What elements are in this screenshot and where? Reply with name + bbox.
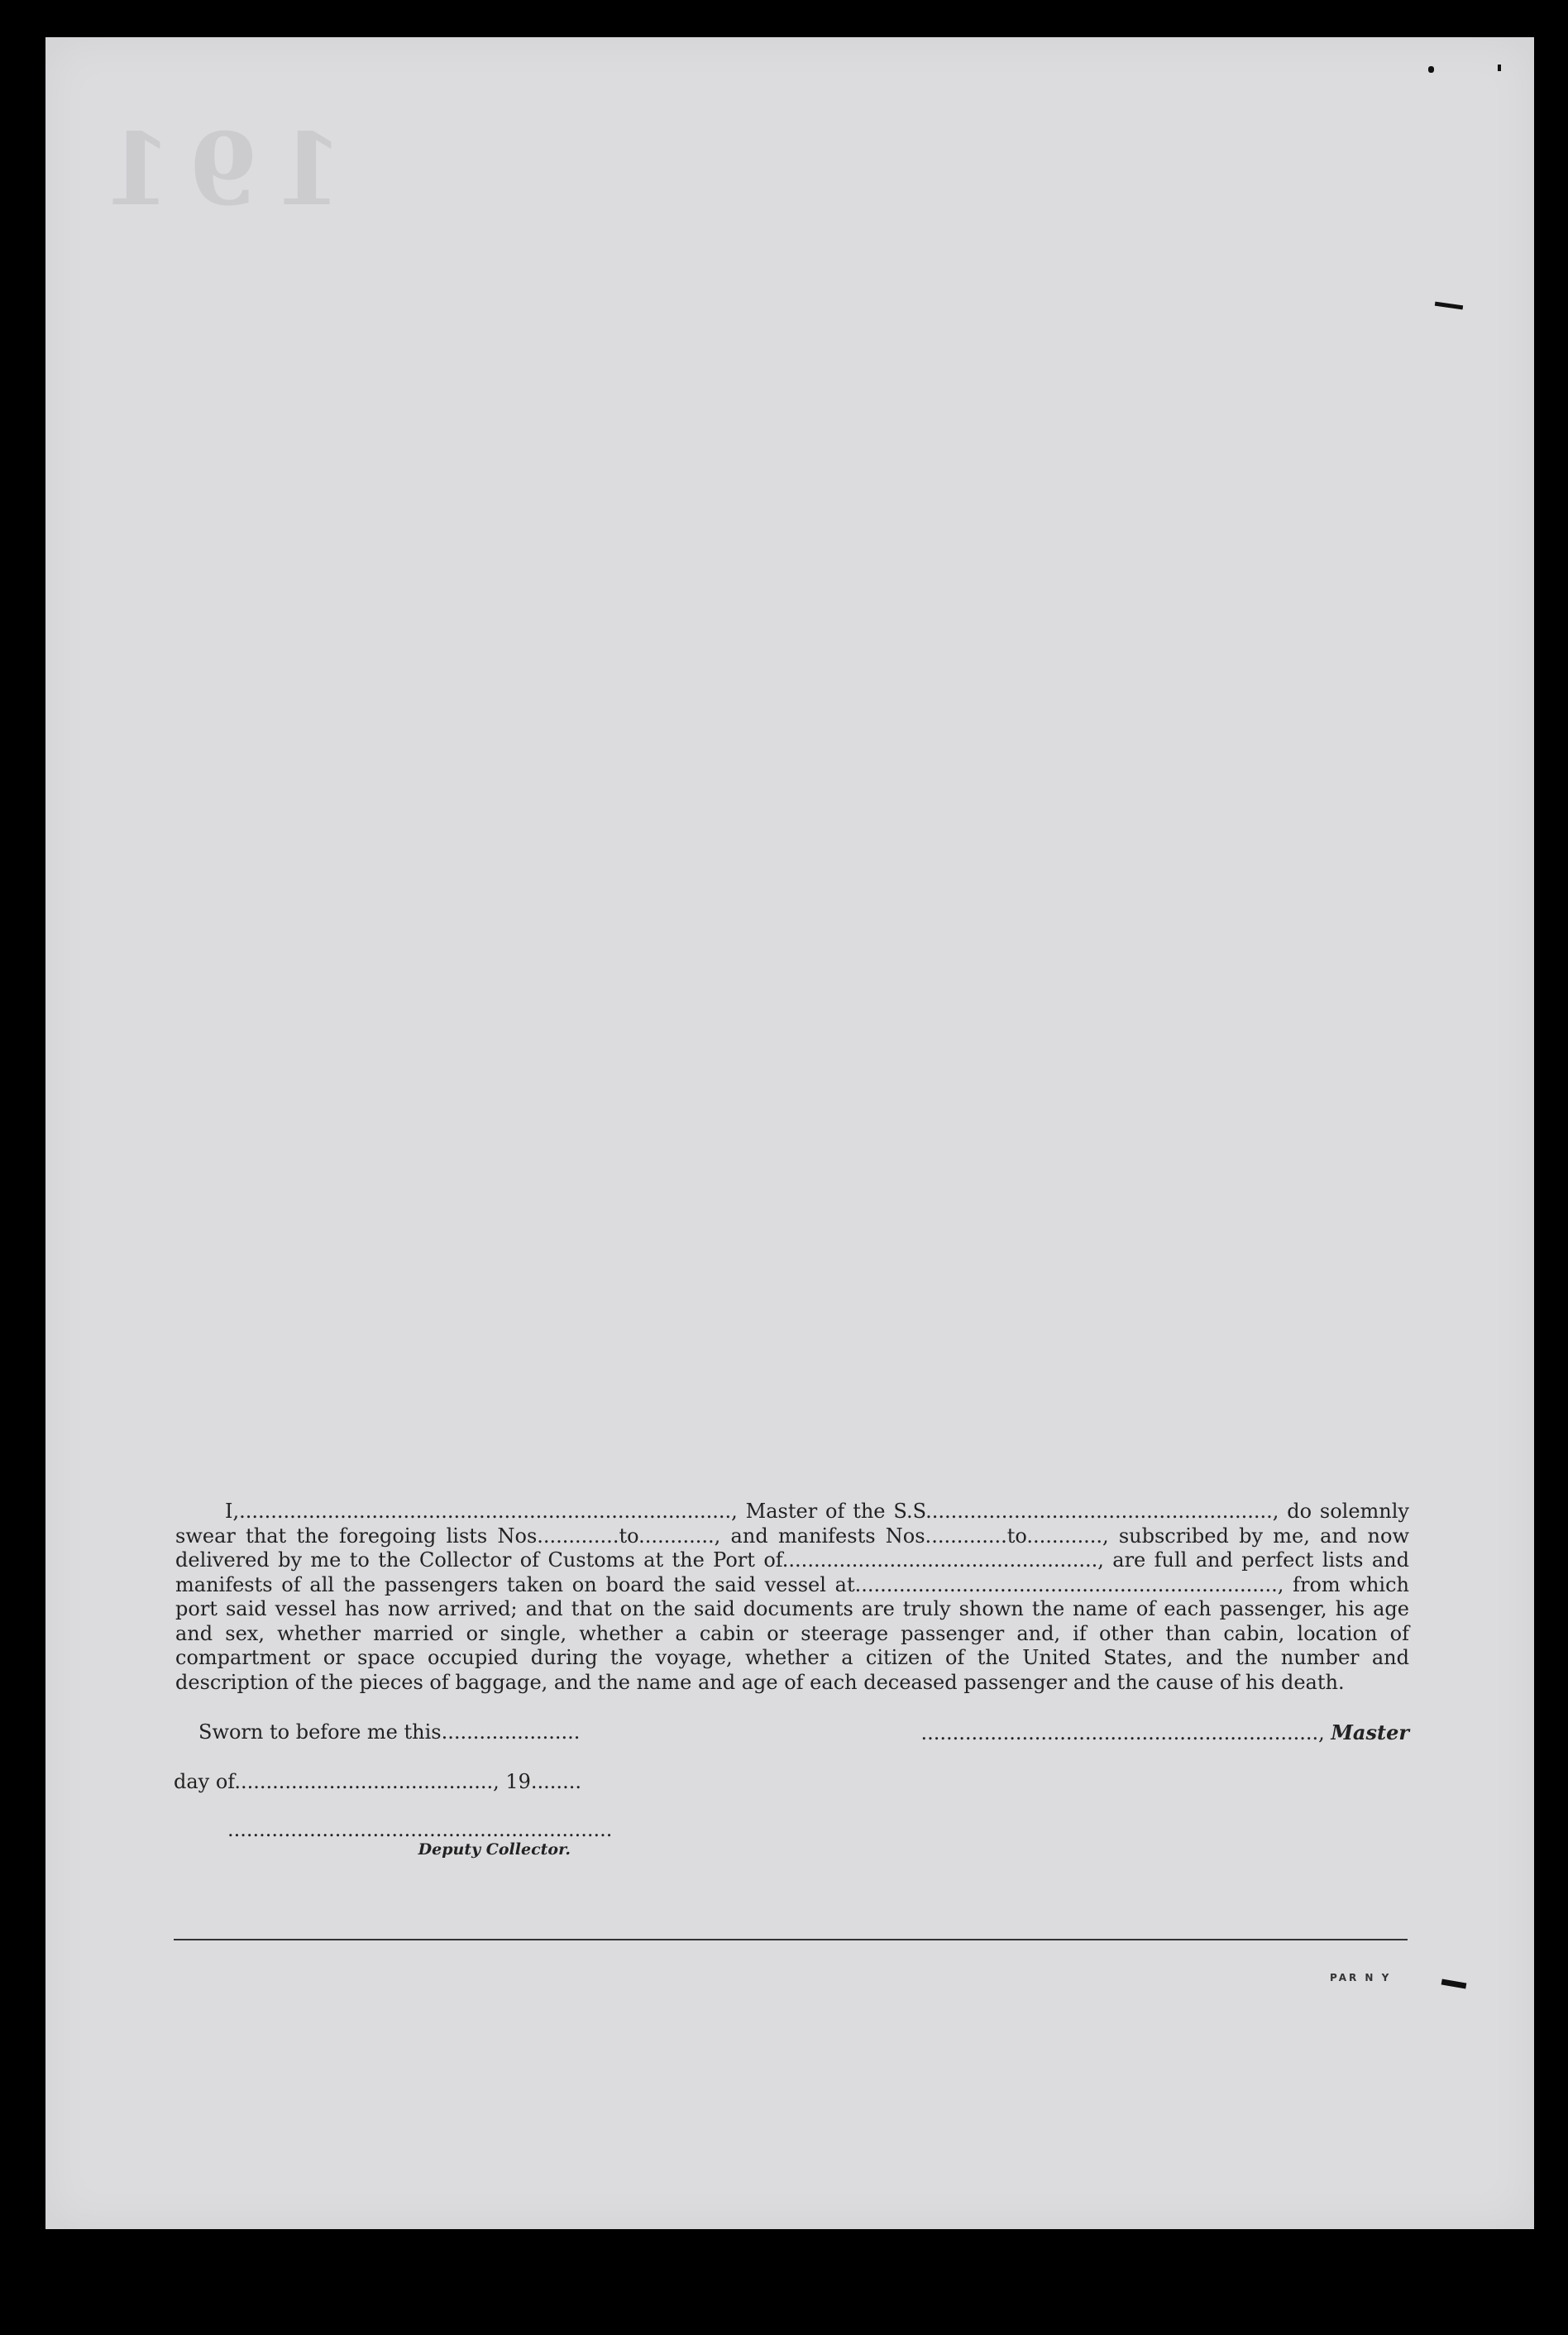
manifest-form-sheet (45, 37, 1534, 2229)
scan-mark (1498, 65, 1501, 71)
scan-mark (1435, 302, 1463, 310)
printer-mark: PAR N Y (1330, 1972, 1392, 1983)
master-signature-line (908, 1720, 1409, 1744)
page-number-stamp: 191 (86, 112, 343, 228)
sworn-before-line: Sworn to before me this...................... (198, 1720, 581, 1744)
deputy-collector-label: Deputy Collector. (418, 1840, 571, 1859)
day-of-line: day of........................................., 19........ (174, 1770, 581, 1793)
oath-text: I,.............................................................................., Master of the S.S......................................................., do solemnly swear that the foregoing lists Nos.............to............, and manifests Nos.............to............, subscribed by me, and now delivered by me to the Collector of Customs at the Port of.................................................., are full and perfect lists and manifests of all the passengers taken on board the said vessel at..................................................................., from which port said vessel has now arrived; and that on the said documents are truly shown the name of each passenger, his age and sex, whether married or single, whether a cabin or steerage passenger and, if other than cabin, location of compartment or space occupied during the voyage, whether a citizen of the United States, and the number and description of the pieces of baggage, and the name and age of each deceased passenger and the cause of his death. (175, 1500, 1409, 1694)
master-label: Master (1331, 1720, 1409, 1744)
deputy-collector-signature-line: ............................................................. (227, 1818, 613, 1841)
scan-mark (1441, 1979, 1467, 1988)
master-oath-paragraph (175, 1500, 1409, 1695)
scan-mark (1428, 66, 1434, 73)
bottom-rule (174, 1939, 1408, 1940)
master-signature-dots: ..............................................................., (920, 1721, 1325, 1744)
